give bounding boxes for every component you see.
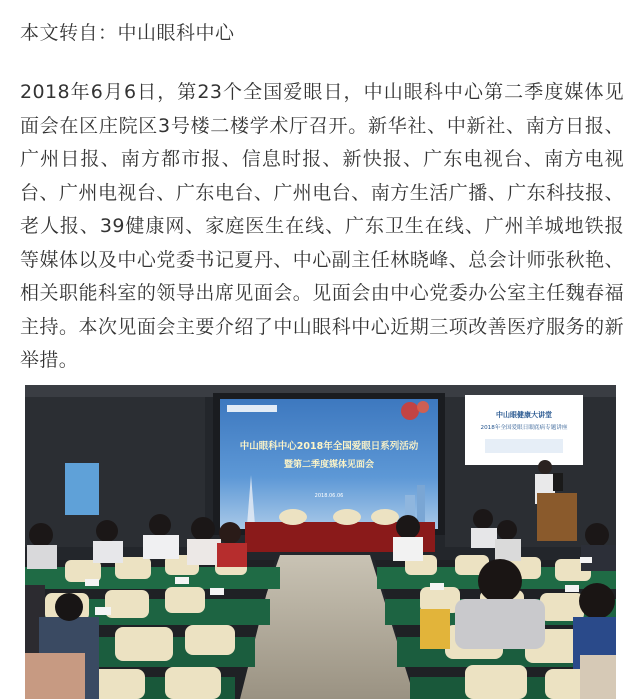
event-photo bbox=[25, 385, 616, 699]
attendee-head bbox=[478, 559, 522, 603]
source-line: 本文转自：中山眼科中心 bbox=[20, 22, 235, 44]
left-poster bbox=[65, 463, 99, 515]
screen-title-line2: 暨第二季度媒体见面会 bbox=[283, 460, 375, 470]
screen-date: 2018.06.06 bbox=[314, 493, 344, 499]
podium bbox=[537, 493, 577, 541]
banner-line2: 2018年全国爱眼日眼底病专题讲座 bbox=[480, 425, 568, 431]
article-body: 2018年6月6日，第23个全国爱眼日，中山眼科中心第二季度媒体见面会在区庄院区3号楼二楼学术厅召开。新华社、中新社、南方日报、广州日报、南方都市报、信息时报、新快报、广东电视台、南方电视台、广州电视台、广东电台、广州电台、南方生活广播、广东科技报、老人报、39健康网、家庭医生在线、广东卫生在线、广州羊城地铁报等媒体以及中心党委书记夏丹、中心副主任林晓峰、总会计师张秋艳、相关职能科室的领导出席见面会。见面会由中心党委办公室主任魏春福主持。本次见面会主要介绍了中山眼科中心近期三项改善医疗服务的新举措。 bbox=[20, 81, 624, 371]
screen-title-line1: 中山眼科中心2018年全国爱眼日系列活动 bbox=[239, 441, 419, 452]
banner-line1: 中山眼健康大讲堂 bbox=[496, 411, 552, 419]
